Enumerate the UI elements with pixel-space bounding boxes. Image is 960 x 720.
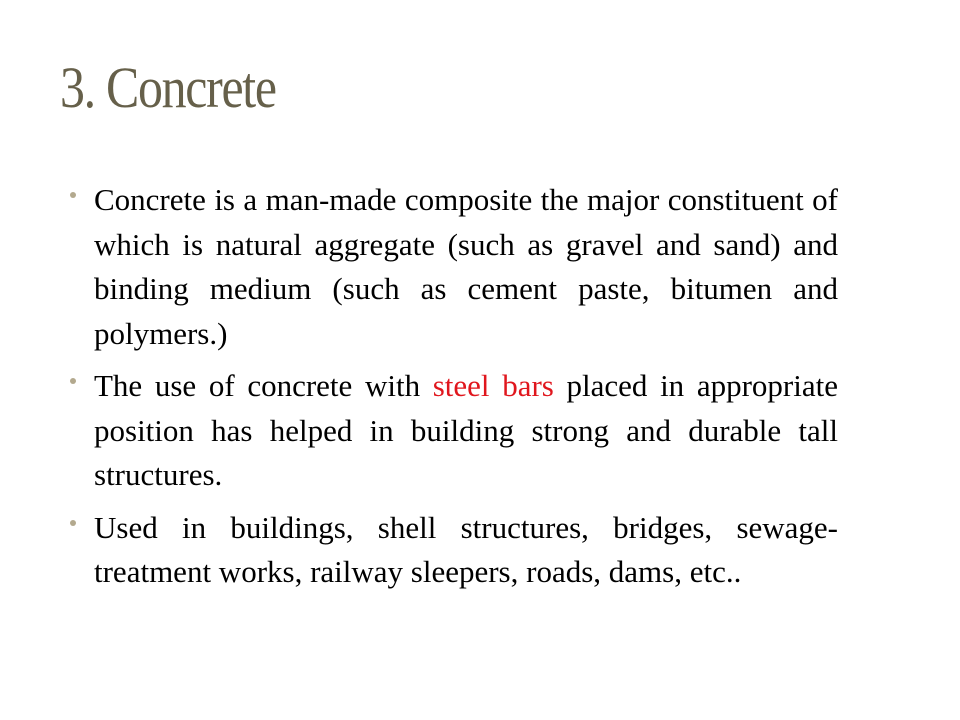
bullet-list <box>70 178 838 595</box>
bullet-text: Used in buildings, shell structures, bridges, sewage-treatment works, railway sleepers, roads, dams, etc.. <box>94 509 838 589</box>
highlighted-text: steel bars <box>432 368 554 403</box>
bullet-item <box>70 506 838 595</box>
bullet-dot <box>70 520 76 526</box>
bullet-text: Concrete is a man-made composite the major constituent of which is natural aggregate (such as gravel and sand) and binding medium (such as cement paste, bitumen and polymers.) <box>94 182 838 351</box>
bullet-dot <box>70 192 76 198</box>
bullet-text-before: The use of concrete with <box>94 368 433 403</box>
bullet-item <box>70 364 838 498</box>
bullet-text-after: placed in appropriate position has helped in building strong and durable tall structures. <box>94 368 838 492</box>
bullet-dot <box>70 378 76 384</box>
bullet-item <box>70 178 838 356</box>
slide-title: 3. Concrete <box>60 55 276 120</box>
